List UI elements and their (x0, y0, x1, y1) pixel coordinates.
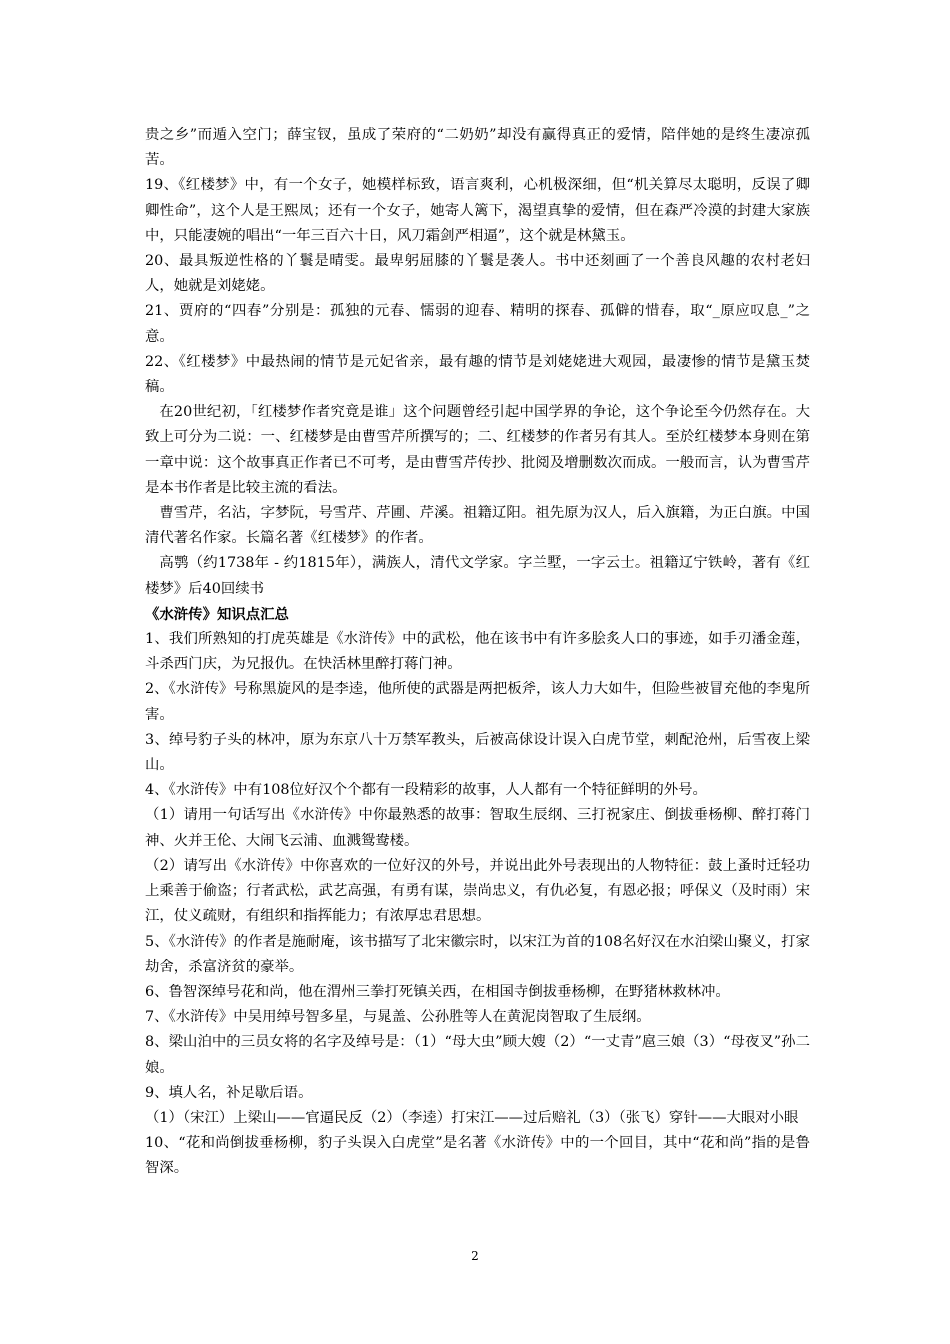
paragraph: 10、“花和尚倒拔垂杨柳，豹子头误入白虎堂”是名著《水浒传》中的一个回目，其中“花和尚”指的是鲁智深。 (145, 1135, 810, 1177)
paragraph: 22、《红楼梦》中最热闹的情节是元妃省亲，最有趣的情节是刘姥姥进大观园，最凄惨的情节是黛玉焚稿。 (145, 353, 810, 396)
paragraph: 19、《红楼梦》中，有一个女子，她模样标致，语言爽利，心机极深细，但“机关算尽太聪明，反误了卿卿性命”，这个人是王熙凤；还有一个女子，她寄人篱下，渴望真挚的爱情，但在森严冷漠的封建大家族中，只能凄婉的唱出“一年三百六十日，风刀霜剑严相逼”，这个就是林黛玉。 (145, 177, 810, 244)
paragraph: 1、我们所熟知的打虎英雄是《水浒传》中的武松，他在该书中有许多脍炙人口的事迹，如手刃潘金莲，斗杀西门庆，为兄报仇。在快活林里醉打蒋门神。 (145, 631, 810, 673)
section-heading: 《水浒传》知识点汇总 (145, 605, 289, 623)
document-body (145, 123, 810, 1182)
paragraph: 8、梁山泊中的三员女将的名字及绰号是：（1）“母大虫”顾大嫂（2）“一丈青”扈三娘（3）“母夜叉”孙二娘。 (145, 1034, 810, 1076)
paragraph: 2、《水浒传》号称黑旋风的是李逵，他所使的武器是两把板斧，该人力大如牛，但险些被冒充他的李鬼所害。 (145, 681, 810, 723)
paragraph: 曹雪芹，名沾，字梦阮，号雪芹、芹圃、芹溪。祖籍辽阳。祖先原为汉人，后入旗籍，为正白旗。中国清代著名作家。长篇名著《红楼梦》的作者。 (145, 505, 810, 547)
paragraph: 高鹗（约1738年 - 约1815年），满族人，清代文学家。字兰墅，一字云士。祖籍辽宁铁岭，著有《红楼梦》后40回续书 (145, 555, 810, 597)
paragraph: 9、填人名，补足歇后语。 (145, 1084, 313, 1101)
paragraph: 6、鲁智深绰号花和尚，他在渭州三拳打死镇关西，在相国寺倒拔垂杨柳，在野猪林救林冲。 (145, 983, 730, 1000)
paragraph: 在20世纪初，「红楼梦作者究竟是谁」这个问题曾经引起中国学界的争论，这个争论至今仍然存在。大致上可分为二说：一、红楼梦是由曹雪芹所撰写的；二、红楼梦的作者另有其人。至於红楼梦本身则在第一章中说：这个故事真正作者已不可考，是由曹雪芹传抄、批阅及增删数次而成。一般而言，认为曹雪芹是本书作者是比较主流的看法。 (145, 404, 810, 496)
paragraph: （1）请用一句话写出《水浒传》中你最熟悉的故事：智取生辰纲、三打祝家庄、倒拔垂杨柳、醉打蒋门神、火并王伦、大闹飞云浦、血溅鸳鸯楼。 (145, 807, 810, 849)
paragraph: 贵之乡”而遁入空门；薛宝钗，虽成了荣府的“二奶奶”却没有赢得真正的爱情，陪伴她的是终生凄凉孤苦。 (145, 127, 810, 169)
paragraph: 3、绰号豹子头的林冲，原为东京八十万禁军教头，后被高俅设计误入白虎节堂，刺配沧州，后雪夜上梁山。 (145, 731, 810, 774)
paragraph: 21、贾府的“四春”分别是：孤独的元春、懦弱的迎春、精明的探春、孤僻的惜春，取“_原应叹息_”之意。 (145, 303, 810, 345)
paragraph: （2）请写出《水浒传》中你喜欢的一位好汉的外号，并说出此外号表现出的人物特征：鼓上蚤时迁轻功上乘善于偷盗；行者武松，武艺高强，有勇有谋，崇尚忠义，有仇必复，有恩必报；呼保义（及时雨）宋江，仗义疏财，有组织和指挥能力；有浓厚忠君思想。 (145, 857, 810, 925)
paragraph: （1）（宋江）上梁山——官逼民反（2）（李逵）打宋江——过后赔礼（3）（张飞）穿针——大眼对小眼 (145, 1109, 799, 1126)
page-number: 2 (471, 1249, 479, 1263)
paragraph: 20、最具叛逆性格的丫鬟是晴雯。最卑躬屈膝的丫鬟是袭人。书中还刻画了一个善良风趣的农村老妇人，她就是刘姥姥。 (145, 253, 810, 295)
paragraph: 5、《水浒传》的作者是施耐庵，该书描写了北宋徽宗时，以宋江为首的108名好汉在水泊梁山聚义，打家劫舍，杀富济贫的豪举。 (145, 933, 810, 975)
paragraph: 7、《水浒传》中吴用绰号智多星，与晁盖、公孙胜等人在黄泥岗智取了生辰纲。 (145, 1009, 651, 1026)
paragraph: 4、《水浒传》中有108位好汉个个都有一段精彩的故事，人人都有一个特征鲜明的外号。 (145, 782, 707, 799)
